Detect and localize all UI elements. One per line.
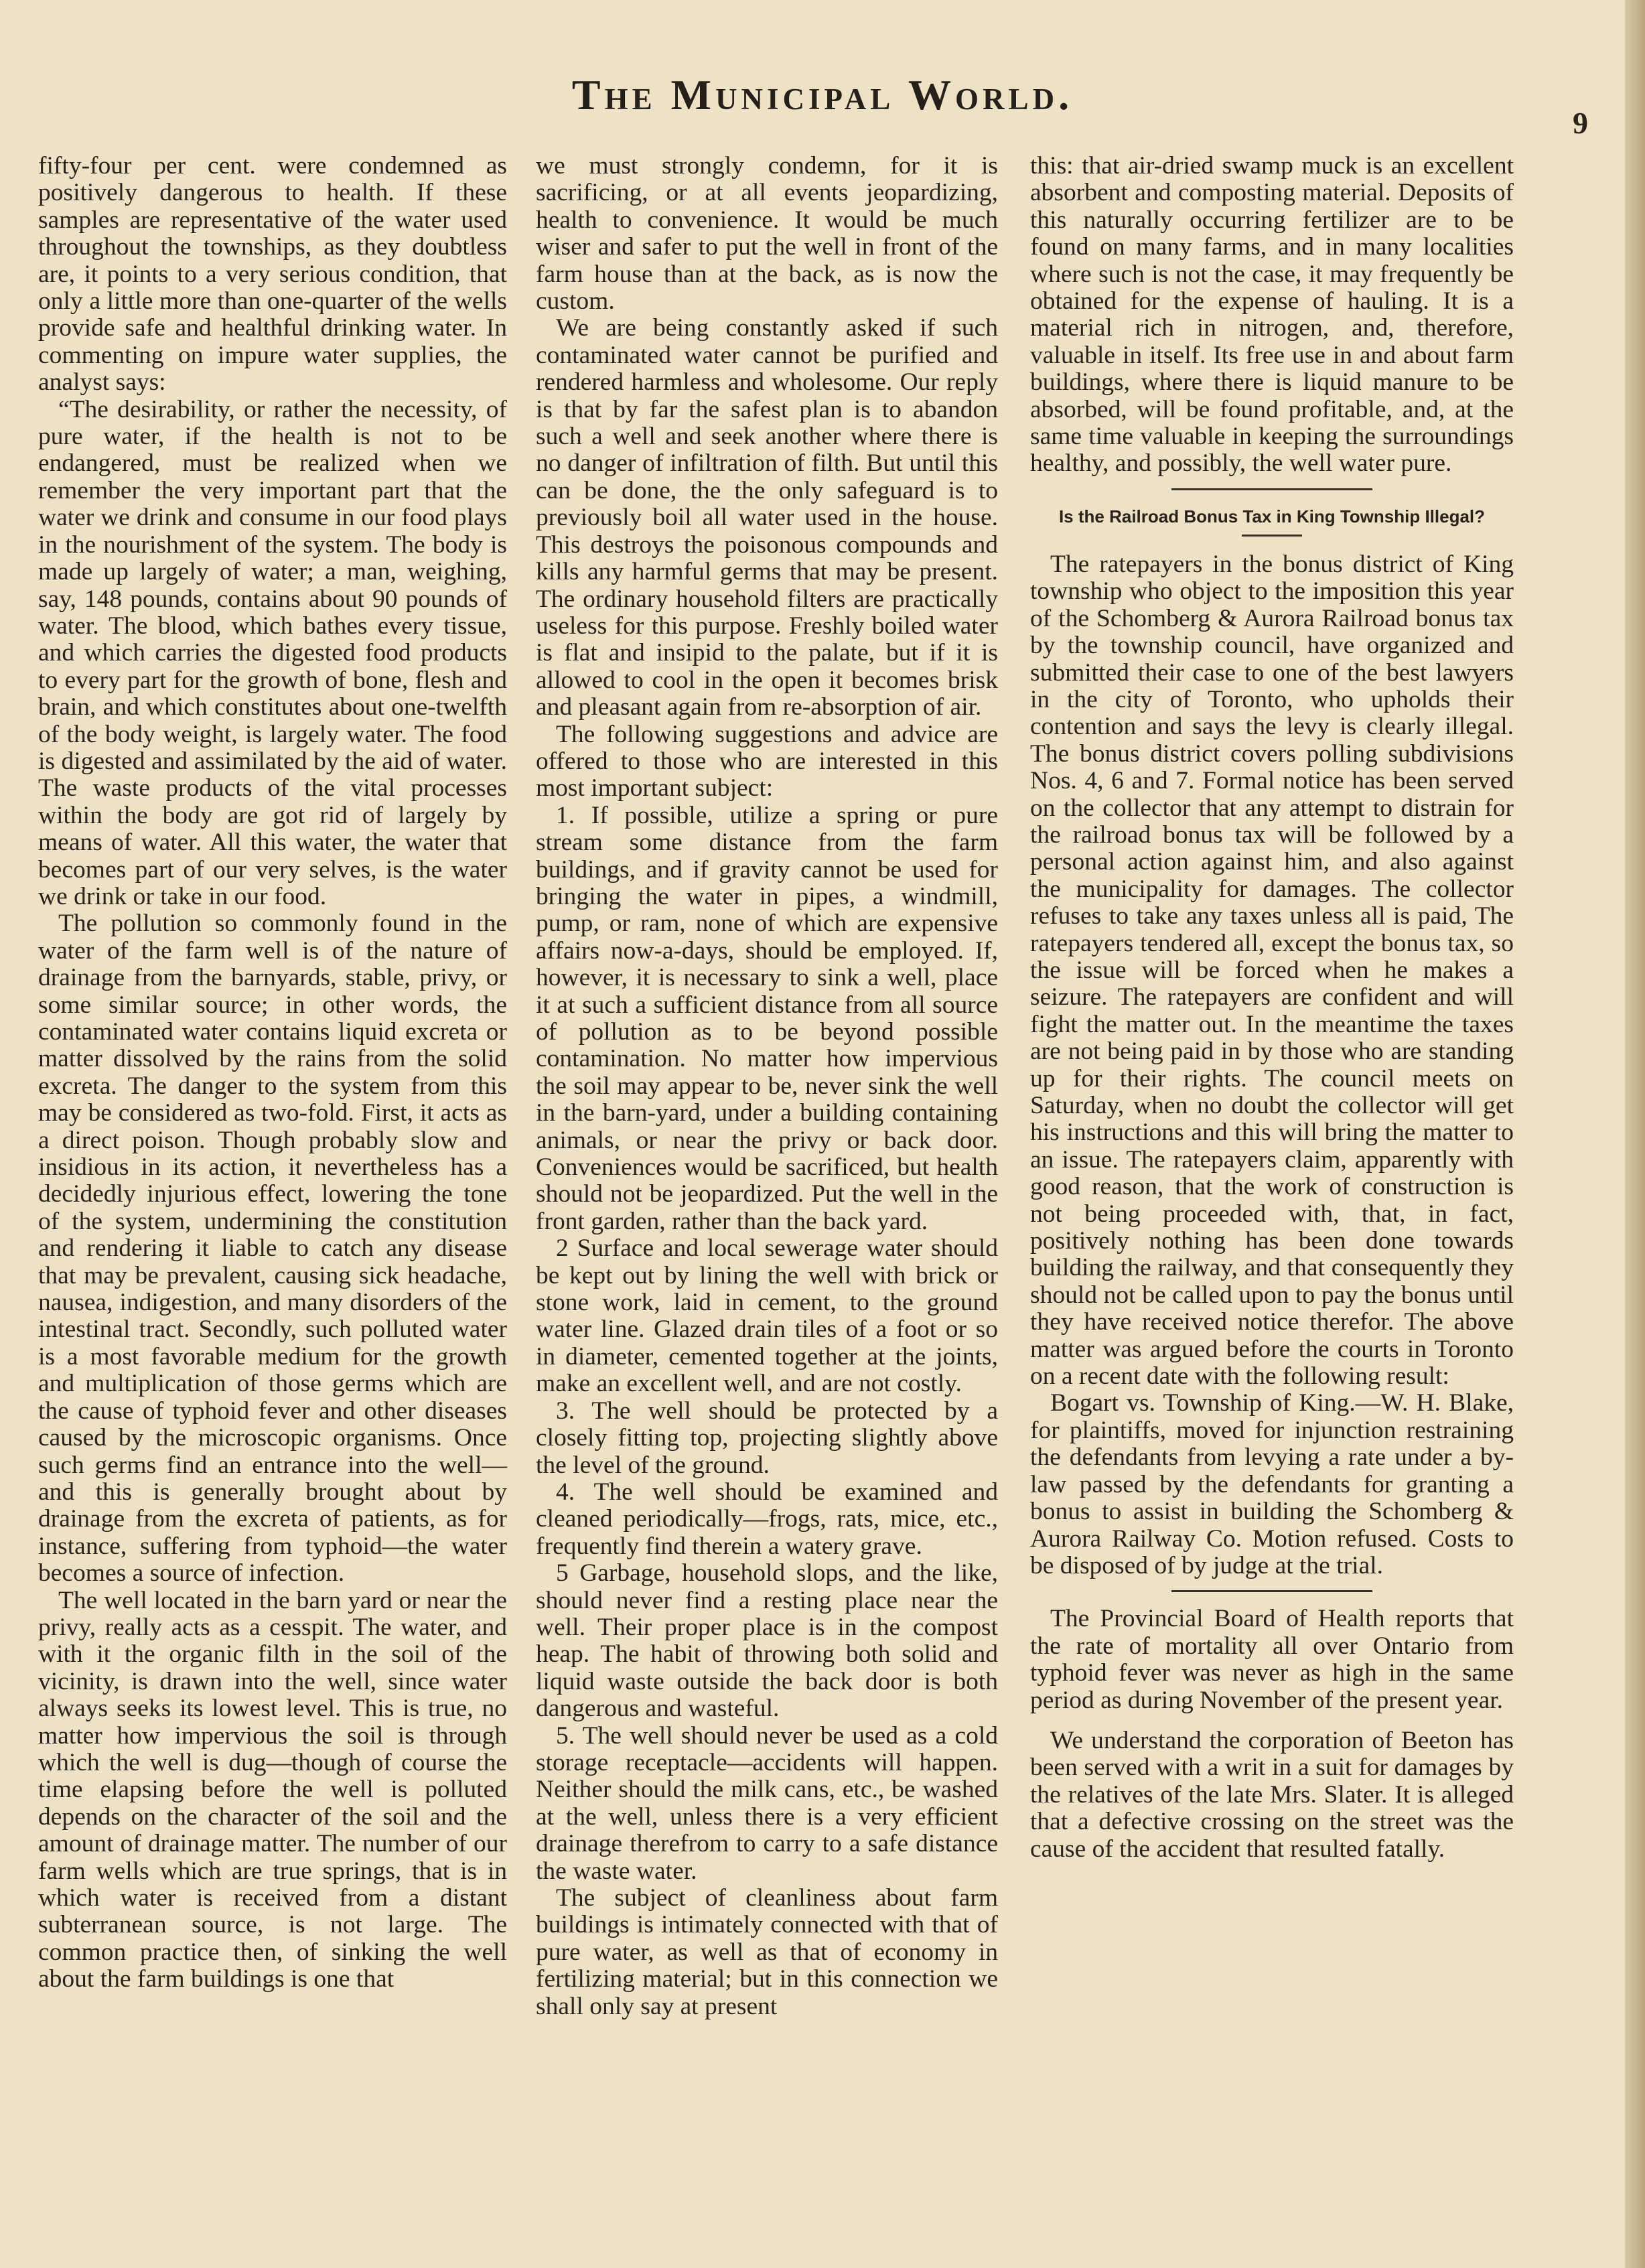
column-1 bbox=[38, 153, 507, 1993]
paragraph: fifty-four per cent. were condemned as positively dangerous to health. If these samples are representative of the water used throughout the townships, as they doubtless are, it points to a very serious condition, that only a little more than one-quarter of the wells provide safe and healthful drinking water. In commenting on impure water supplies, the analyst says: bbox=[38, 152, 507, 397]
list-item: 3. The well should be protected by a closely fitting top, projecting slightly above the level of the ground. bbox=[536, 1397, 998, 1479]
paragraph: We are being constantly asked if such contaminated water cannot be purified and rendered harmless and wholesome. Our reply is that by far the safest plan is to abandon such a well and seek another where there is no danger of infiltration of filth. But until this can be done, the the only safeguard is to previously boil all water used in the house. This destroys the poisonous compounds and kills any harmful germs that may be present. The ordinary household filters are practically useless for this purpose. Freshly boiled water is flat and insipid to the palate, but if it is allowed to cool in the open it becomes brisk and pleasant again from re-absorption of air. bbox=[536, 314, 998, 721]
masthead-title: The Municipal World. bbox=[571, 71, 1074, 119]
news-note: We understand the corporation of Beeton has been served with a writ in a suit for damages by the relatives of the late Mrs. Slater. It is alleged that a defective crossing on the street was the cause of the accident that resulted fatally. bbox=[1030, 1726, 1514, 1863]
section-divider bbox=[1171, 488, 1372, 490]
list-item: 5 Garbage, household slops, and the like, should never find a resting place near the well. Their proper place is in the compost heap. The habit of throwing both solid and liquid waste outside the back door is both dangerous and wasteful. bbox=[536, 1559, 998, 1723]
paragraph: The well located in the barn yard or near the privy, really acts as a cesspit. The water, and with it the organic filth in the soil of the vicinity, is drawn into the well, since water always seeks its lowest level. This is true, no matter how impervious the soil is through which the well is dug—though of course the time elapsing before the well is polluted depends on the character of the soil and the amount of drainage matter. The number of our farm wells which are true springs, that is in which water is received from a distant subterranean source, is not large. The common practice then, of sinking the well about the farm buildings is one that bbox=[38, 1586, 507, 1993]
paragraph: The ratepayers in the bonus district of King township who object to the imposition this year of the Schomberg & Aurora Railroad bonus tax by the township council, have organized and submitted their case to one of the best lawyers in the city of Toronto, who upholds their contention and says the levy is clearly illegal. The bonus district covers polling subdivisions Nos. 4, 6 and 7. Formal notice has been served on the collector that any attempt to distrain for the railroad bonus tax will be followed by a personal action against him, and also against the municipality for damages. The collector refuses to take any taxes unless all is paid, The ratepayers tendered all, except the bonus tax, so the issue will be forced when he makes a seizure. The ratepayers are confident and will fight the matter out. In the meantime the taxes are not being paid in by those who are standing up for their rights. The council meets on Saturday, when no doubt the collector will get his instructions and this will bring the matter to an issue. The ratepayers claim, apparently with good reason, that the work of construction is not being proceeded with, that, in fact, positively nothing has been done towards building the railway, and that consequently they should not be called upon to pay the bonus until they have received notice therefor. The above matter was argued before the courts in Toronto on a recent date with the following result: bbox=[1030, 550, 1514, 1391]
list-item: 1. If possible, utilize a spring or pure stream some distance from the farm buildings, and if gravity cannot be used for bringing the water in pipes, a windmill, pump, or ram, none of which are expensive affairs now-a-days, should be employed. If, however, it is necessary to sink a well, place it at such a sufficient distance from all source of pollution as to be beyond possible contamination. No matter how impervious the soil may appear to be, never sink the well in the barn-yard, under a building containing animals, or near the privy or back door. Conveniences would be sacrificed, but health should not be jeopardized. Put the well in the front garden, rather than the back yard. bbox=[536, 801, 998, 1235]
column-2 bbox=[536, 153, 998, 2020]
column-3 bbox=[1030, 153, 1514, 1863]
list-item: 2 Surface and local sewerage water should be kept out by lining the well with brick or stone work, laid in cement, to the ground water line. Glazed drain tiles of a foot or so in diameter, cemented together at the joints, make an excellent well, and are not costly. bbox=[536, 1234, 998, 1398]
section-divider bbox=[1171, 1590, 1372, 1592]
list-item: 5. The well should never be used as a cold storage receptacle—accidents will happen. Neither should the milk cans, etc., be washed at the well, unless there is a very efficient drainage therefrom to carry to a safe distance the waste water. bbox=[536, 1721, 998, 1885]
paragraph: this: that air-dried swamp muck is an excellent absorbent and composting material. Deposits of this naturally occurring fertilizer are to be found on many farms, and in many localities where such is not the case, it may frequently be obtained for the expense of hauling. It is a material rich in nitrogen, and, therefore, valuable in itself. Its free use in and about farm buildings, where there is liquid manure to be absorbed, will be found profitable, and, at the same time valuable in keeping the surroundings healthy, and possibly, the well water pure. bbox=[1030, 152, 1514, 478]
paragraph: Bogart vs. Township of King.—W. H. Blake, for plaintiffs, moved for injunction restraining the defendants from levying a rate under a by-law passed by the defendants for granting a bonus to assist in building the Schomberg & Aurora Railway Co. Motion refused. Costs to be disposed of by judge at the trial. bbox=[1030, 1389, 1514, 1579]
list-item: 4. The well should be examined and cleaned periodically—frogs, rats, mice, etc., frequently find therein a watery grave. bbox=[536, 1478, 998, 1560]
page-number: 9 bbox=[1573, 106, 1588, 140]
page-header bbox=[0, 70, 1645, 144]
page-edge bbox=[1625, 0, 1645, 2268]
paragraph: The following suggestions and advice are offered to those who are interested in this most important subject: bbox=[536, 720, 998, 802]
paragraph: The pollution so commonly found in the water of the farm well is of the nature of drainage from the barnyards, stable, privy, or some similar source; in other words, the contaminated water contains liquid excreta or matter dissolved by the rains from the solid excreta. The danger to the system from this may be considered as two-fold. First, it acts as a direct poison. Though probably slow and insidious in its action, it nevertheless has a decidedly injurious effect, lowering the tone of the system, undermining the constitution and rendering it liable to catch any disease that may be prevalent, causing sick headache, nausea, indigestion, and many disorders of the intestinal tract. Secondly, such polluted water is a most favorable medium for the growth and multiplication of those germs which are the cause of typhoid fever and other diseases caused by the microscopic organisms. Once such germs find an entrance into the well—and this is generally brought about by drainage from the excreta of patients, as for instance, suffering from typhoid—the water becomes a source of infection. bbox=[38, 910, 507, 1587]
heading-divider bbox=[1242, 535, 1302, 537]
paragraph: “The desirability, or rather the necessity, of pure water, if the health is not to be endangered, must be realized when we remember the very important part that the water we drink and consume in our food plays in the nourishment of the system. The body is made up largely of water; a man, weighing, say, 148 pounds, contains about 90 pounds of water. The blood, which bathes every tissue, and which carries the digested food products to every part for the growth of bone, flesh and brain, and which constitutes about one-twelfth of the body weight, is largely water. The food is digested and assimilated by the aid of water. The waste products of the vital processes within the body are got rid of largely by means of water. All this water, the water that becomes part of our very selves, is the water we drink or take in our food. bbox=[38, 395, 507, 910]
article-heading: Is the Railroad Bonus Tax in King Township Illegal? bbox=[1058, 506, 1486, 526]
news-note: The Provincial Board of Health reports that the rate of mortality all over Ontario from typhoid fever was never as high in the same period as during November of the present year. bbox=[1030, 1605, 1514, 1714]
paragraph: we must strongly condemn, for it is sacrificing, or at all events jeopardizing, health to convenience. It would be much wiser and safer to put the well in front of the farm house than at the back, as is now the custom. bbox=[536, 152, 998, 315]
paragraph: The subject of cleanliness about farm buildings is intimately connected with that of pure water, as well as that of economy in fertilizing material; but in this connection we shall only say at present bbox=[536, 1884, 998, 2020]
